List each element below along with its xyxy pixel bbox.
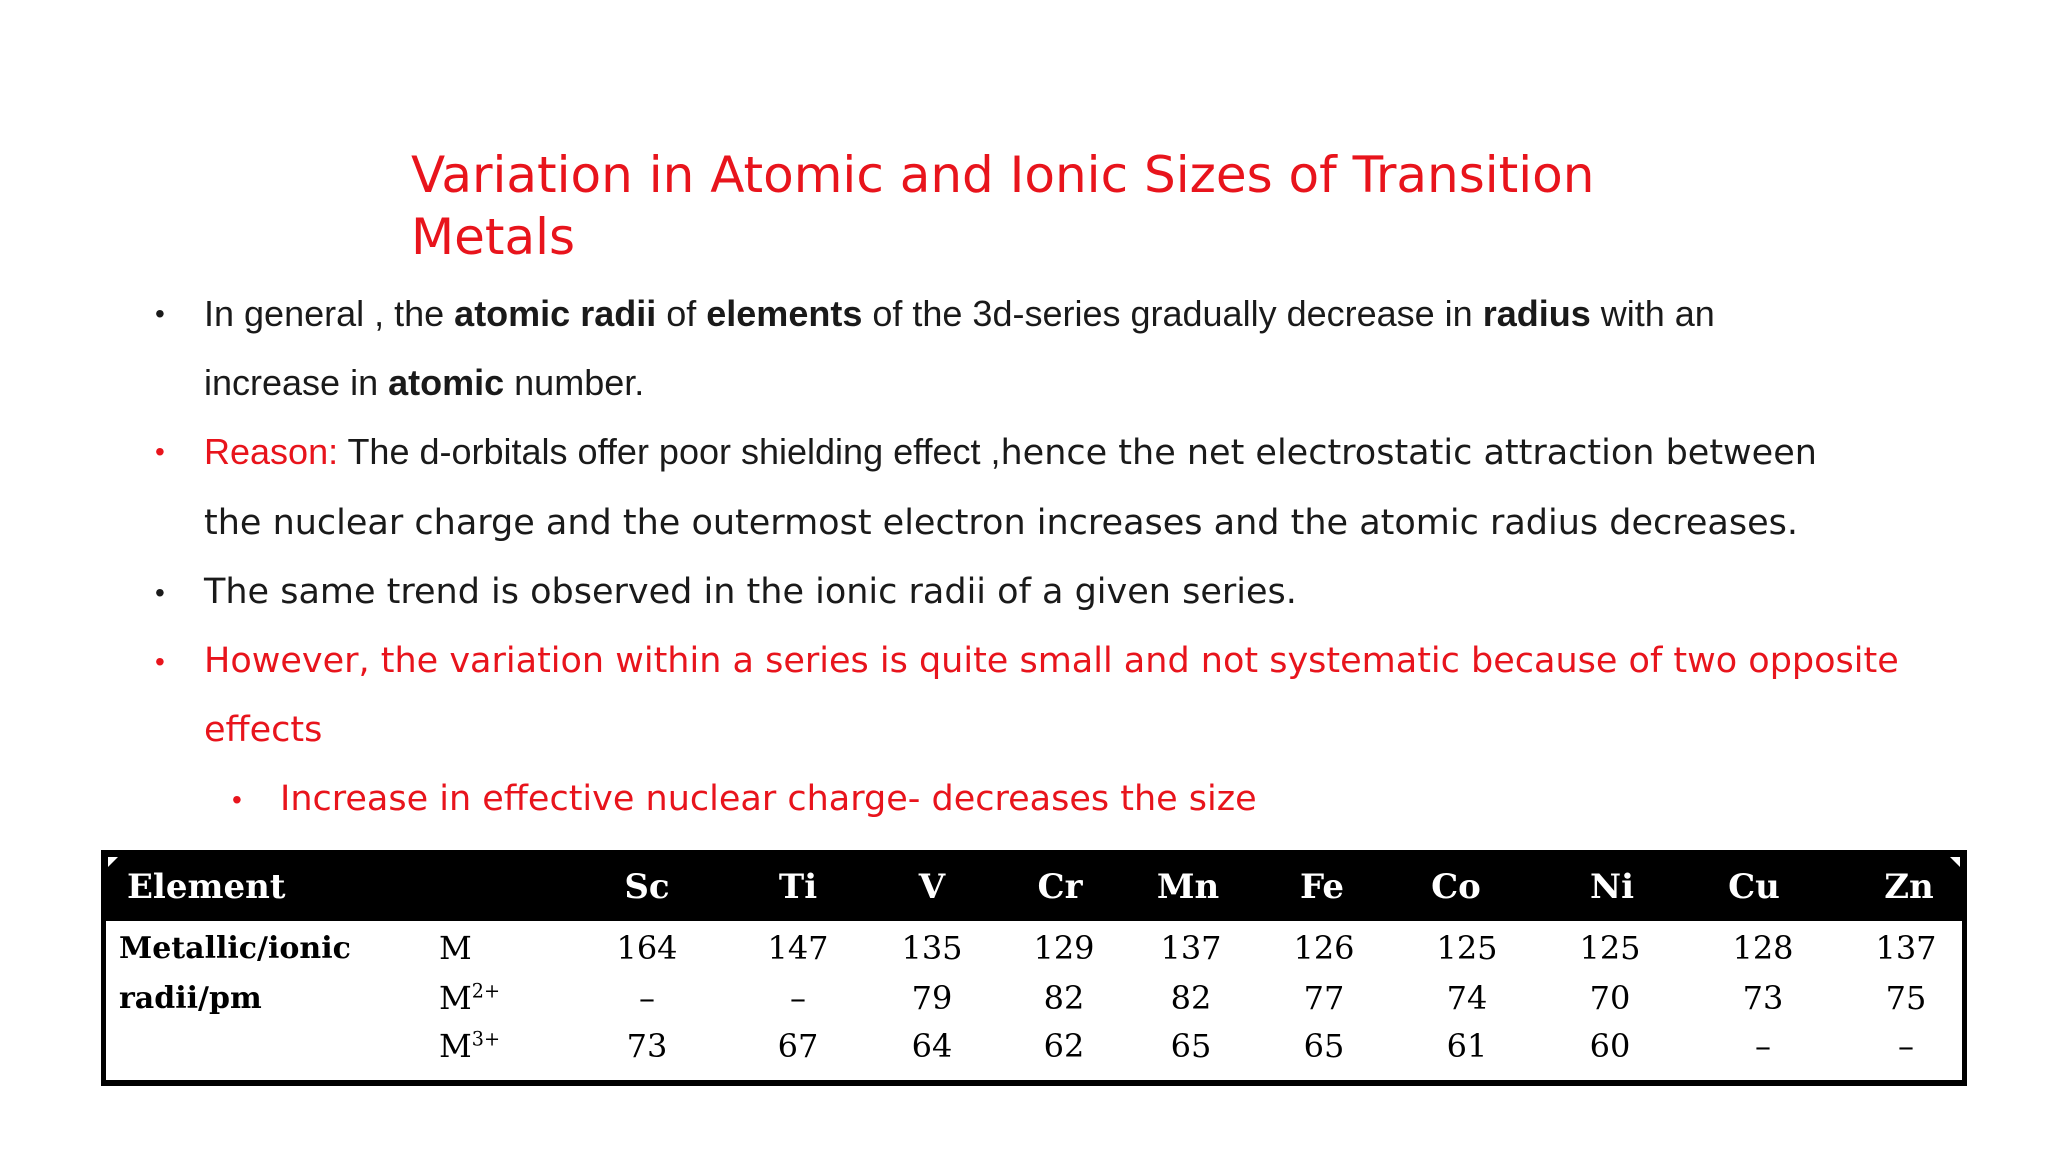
text-run: the nuclear charge and the outermost electron increases and the atomic radius decreases. xyxy=(204,503,1799,543)
bullet-general-trend xyxy=(0,279,1964,417)
table-cell: 62 xyxy=(1043,1027,1085,1065)
text-bold-elements: elements xyxy=(706,293,863,334)
table-cell: 135 xyxy=(901,929,963,967)
table-cell: 73 xyxy=(626,1027,668,1065)
text-run: Increase in effective nuclear charge- decreases the size xyxy=(280,779,1257,819)
table-cell: – xyxy=(1898,1027,1914,1065)
title-line-2: Metals xyxy=(411,208,576,266)
header-element: Co xyxy=(1431,867,1481,907)
table-cell: 126 xyxy=(1293,929,1355,967)
header-element: Cr xyxy=(1037,867,1083,907)
species-label: $M^{2+}$ xyxy=(439,979,501,1017)
text-bold-radius: radius xyxy=(1482,293,1591,334)
table-cell: 164 xyxy=(616,929,678,967)
text-run: However, the variation within a series is quite small and not systematic because of two opposite xyxy=(204,641,1899,681)
bullet-dot: • xyxy=(155,577,165,608)
row-label-line-2: radii/pm xyxy=(119,981,262,1016)
header-element: Zn xyxy=(1884,867,1934,907)
bullet-list xyxy=(0,279,2048,834)
title-line-1: Variation in Atomic and Ionic Sizes of Transition xyxy=(411,146,1595,204)
table-cell: 65 xyxy=(1303,1027,1345,1065)
sub-bullet-nuclear-charge xyxy=(0,765,2040,834)
table-cell: 61 xyxy=(1446,1027,1488,1065)
corner-mark-icon xyxy=(1948,857,1960,869)
header-element: Sc xyxy=(624,867,670,907)
text-run: The d-orbitals offer poor shielding effect , xyxy=(338,431,1001,472)
text-run: number. xyxy=(504,362,645,403)
table-cell: 67 xyxy=(777,1027,819,1065)
header-element: Cu xyxy=(1728,867,1780,907)
header-element: Ti xyxy=(778,867,818,907)
table-cell: 137 xyxy=(1160,929,1222,967)
corner-mark-icon xyxy=(108,857,120,869)
bullet-dot: • xyxy=(155,436,165,467)
bullet-reason xyxy=(0,417,1964,558)
table-cell: 64 xyxy=(911,1027,953,1065)
table-cell: 75 xyxy=(1885,979,1927,1017)
table-cell: – xyxy=(639,979,655,1017)
text-bold-atomic-radii: atomic radii xyxy=(454,293,657,334)
table-cell: 60 xyxy=(1589,1027,1631,1065)
text-run: with an xyxy=(1590,293,1715,334)
bullet-dot: • xyxy=(155,646,165,677)
table-cell: 65 xyxy=(1170,1027,1212,1065)
header-element: Mn xyxy=(1156,867,1220,907)
header-element: Fe xyxy=(1300,867,1344,907)
table-cell: 128 xyxy=(1732,929,1794,967)
table-header-row xyxy=(106,855,1962,921)
text-run: effects xyxy=(204,710,323,750)
table-cell: 82 xyxy=(1043,979,1085,1017)
table-cell: – xyxy=(790,979,806,1017)
text-run: In general , the xyxy=(204,293,455,334)
radii-table xyxy=(101,850,1967,1086)
table-cell: 147 xyxy=(767,929,829,967)
text-run: The same trend is observed in the ionic radii of a given series. xyxy=(204,572,1297,612)
table-cell: 137 xyxy=(1875,929,1937,967)
text-run: increase in xyxy=(204,362,389,403)
table-cell: 129 xyxy=(1033,929,1095,967)
species-label: $M^{3+}$ xyxy=(439,1027,501,1065)
species-label: M xyxy=(439,929,472,967)
table-cell: 73 xyxy=(1742,979,1784,1017)
header-element: Ni xyxy=(1590,867,1634,907)
table-cell: – xyxy=(1755,1027,1771,1065)
text-run: hence the net electrostatic attraction between xyxy=(1000,433,1817,473)
header-element-label: Element xyxy=(127,867,286,907)
table-cell: 74 xyxy=(1446,979,1488,1017)
bullet-dot: • xyxy=(155,298,165,329)
reason-label: Reason: xyxy=(204,431,339,472)
table-cell: 77 xyxy=(1303,979,1345,1017)
table-cell: 79 xyxy=(911,979,953,1017)
slide-title xyxy=(411,144,1651,268)
bullet-dot: • xyxy=(232,784,242,815)
text-run: of the 3d-series gradually decrease in xyxy=(862,293,1483,334)
table-cell: 125 xyxy=(1436,929,1498,967)
bullet-however xyxy=(0,627,1964,765)
table-body xyxy=(106,921,1962,1080)
text-run: of xyxy=(656,293,707,334)
text-bold-atomic: atomic xyxy=(388,362,505,403)
header-element: V xyxy=(918,867,946,907)
table-cell: 82 xyxy=(1170,979,1212,1017)
row-label-line-1: Metallic/ionic xyxy=(119,931,351,966)
table-cell: 70 xyxy=(1589,979,1631,1017)
table-cell: 125 xyxy=(1579,929,1641,967)
bullet-ionic-trend xyxy=(0,558,1964,627)
